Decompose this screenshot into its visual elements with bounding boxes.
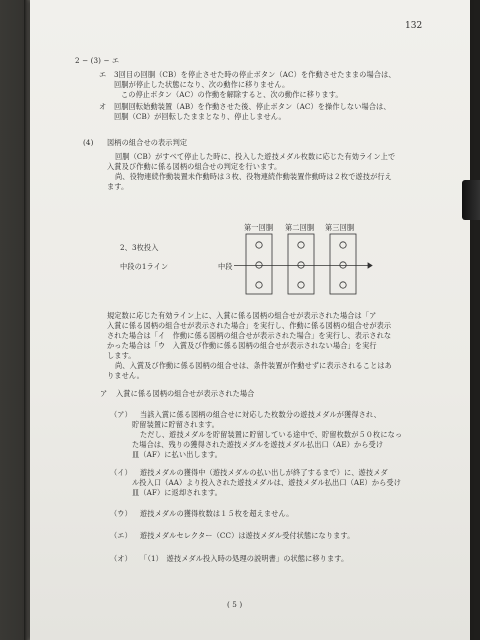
section-a-title: 入賞に係る図柄の組合せが表示された場合 xyxy=(116,389,255,398)
footer-page-number: ( 5 ) xyxy=(227,600,243,609)
reel-label-1: 第一回胴 xyxy=(244,223,274,232)
item-label-e: エ xyxy=(99,70,107,79)
sub-item-line: 皿（AF）に返却されます。 xyxy=(132,488,222,497)
item-e-line: 3回目の回胴（CB）を停止させた時の停止ボタン（AC）を作動させたままの場合は、 xyxy=(114,70,396,79)
sub-item-line: 貯留装置に貯留されます。 xyxy=(132,420,219,429)
item-label-o: オ xyxy=(99,102,107,111)
intro-line: 尚、役物連続作動装置未作動時は３枚、役物連続作動装置作動時は２枚で遊技が行え xyxy=(115,172,392,181)
reel-label-3: 第三回胴 xyxy=(325,223,355,232)
sub-item-line: 「（1） 遊技メダル投入時の処理の説明書」の状態に移ります。 xyxy=(140,554,349,563)
diagram-caption-1: 2、3枚投入 xyxy=(120,243,159,252)
sub-item-label: （オ） xyxy=(110,554,132,563)
para2-line: かった場合は「ウ 入賞及び作動に係る図柄の組合せが表示されない場合」を実行 xyxy=(107,341,377,350)
para2-line: 入賞に係る図柄の組合せが表示された場合」を実行し、作動に係る図柄の組合せが表示 xyxy=(107,321,392,330)
sub-item-line: ル投入口（AA）より投入された遊技メダルは、遊技メダル払出口（AE）から受け xyxy=(132,478,401,487)
sub-item-label: （イ） xyxy=(110,468,132,477)
sub-item-line: た場合は、残りの獲得された遊技メダルを遊技メダル払出口（AE）から受け xyxy=(132,440,384,449)
intro-line: 回胴（CB）がすべて停止した時に、投入した遊技メダル枚数に応じた有効ライン上で xyxy=(115,152,396,161)
para2-line: された場合は「イ 作動に係る図柄の組合せが表示された場合」を実行し、表示されな xyxy=(107,331,392,340)
sub-item-line: 遊技メダルの獲得中（遊技メダルの払い出しが終了するまで）に、遊技メダ xyxy=(140,468,388,477)
para2-line: りません。 xyxy=(107,371,144,380)
item-o-line: 回胴回転始動装置（AB）を作動させた後、停止ボタン（AC）を操作しない場合は、 xyxy=(114,102,391,111)
sub-item-line: 当該入賞に係る図柄の組合せに対応した枚数分の遊技メダルが獲得され、 xyxy=(140,410,381,419)
item-o-line: 回胴（CB）が回転したままとなり、停止しません。 xyxy=(114,112,286,121)
sub-item-label: （ア） xyxy=(110,410,132,419)
page-number: 132 xyxy=(405,21,423,31)
subsection-label: (4) xyxy=(83,138,94,147)
sub-item-line: ただし、遊技メダルを貯留装置に貯留している途中で、貯留枚数が５０枚になっ xyxy=(140,430,403,439)
para2-line: 規定数に応じた有効ライン上に、入賞に係る図柄の組合せが表示された場合は「ア xyxy=(107,311,377,320)
reel-label-2: 第二回胴 xyxy=(285,223,315,232)
sub-item-line: 遊技メダルセレクター（CC）は遊技メダル受付状態になります。 xyxy=(140,531,355,540)
item-e-line: この停止ボタン（AC）の作動を解除すると、次の動作に移ります。 xyxy=(121,90,343,99)
sub-item-label: （ウ） xyxy=(110,509,132,518)
para2-line: します。 xyxy=(107,351,136,360)
diagram-caption-2: 中段の1ライン xyxy=(120,262,169,271)
middle-line-label: 中段 xyxy=(218,262,233,271)
subsection-title: 図柄の組合せの表示判定 xyxy=(107,138,188,147)
item-e-line: 回胴が停止した状態になり、次の動作に移りません。 xyxy=(114,80,290,89)
sub-item-line: 遊技メダルの獲得枚数は１５枚を超えません。 xyxy=(140,509,294,518)
intro-line: 入賞及び作動に係る図柄の組合せの判定を行います。 xyxy=(107,162,282,171)
section-a-label: ア xyxy=(100,389,108,398)
intro-line: ます。 xyxy=(107,182,129,191)
pen-object xyxy=(462,180,480,220)
sub-item-label: （エ） xyxy=(110,531,132,540)
section-header: 2 − (3) − エ xyxy=(75,56,120,65)
para2-line: 尚、入賞及び作動に係る図柄の組合せは、条件装置が作動せずに表示されることはあ xyxy=(115,361,392,370)
sub-item-line: 皿（AF）に払い出します。 xyxy=(132,450,222,459)
